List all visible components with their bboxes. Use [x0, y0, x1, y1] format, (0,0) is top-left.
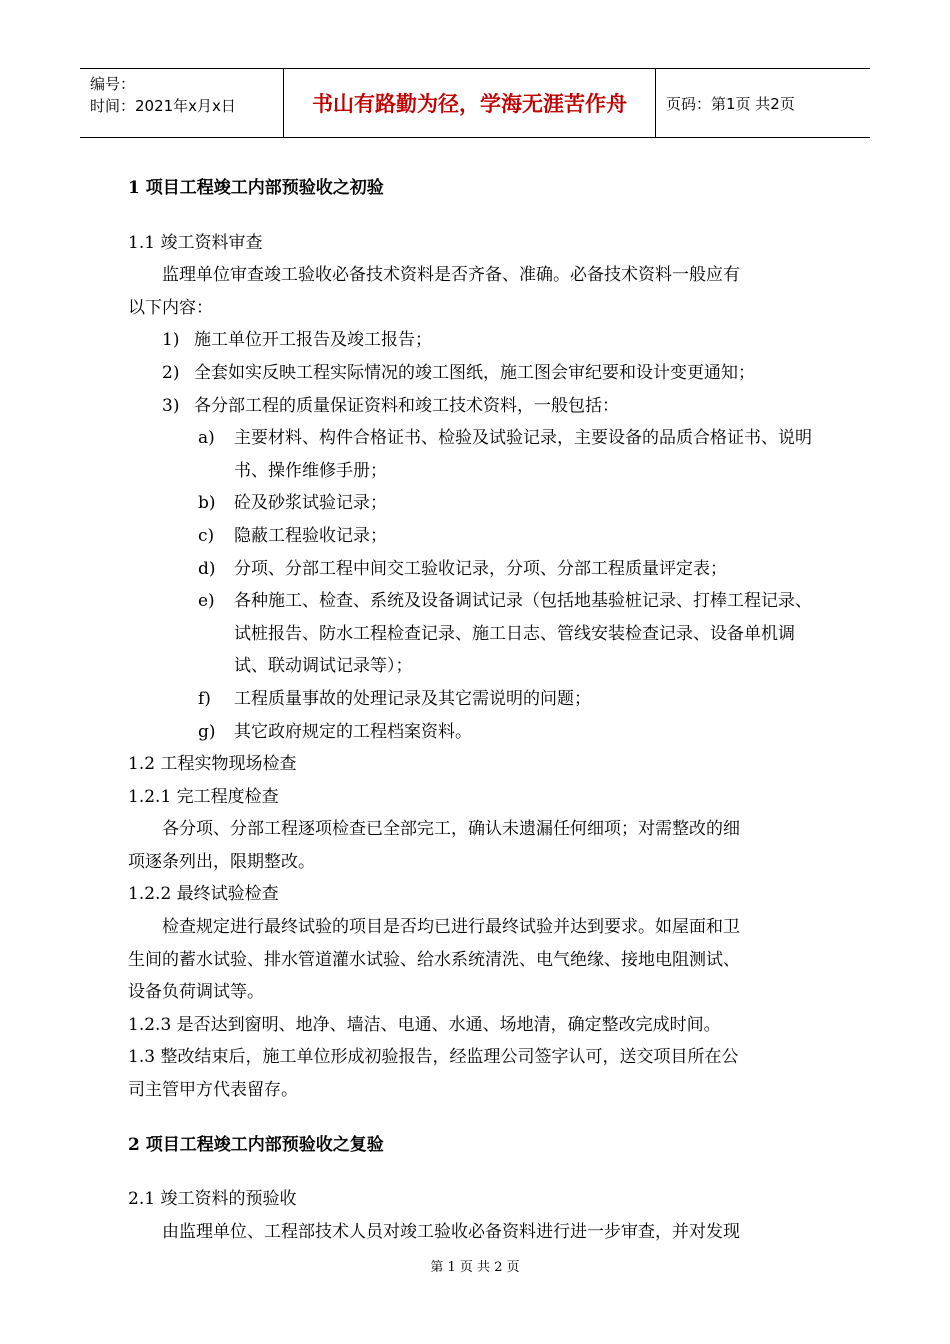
paragraph-1-line-1: 监理单位审查竣工验收必备技术资料是否齐备、准确。必备技术资料一般应有 [162, 265, 740, 286]
paragraph-3-line-3: 设备负荷调试等。 [128, 982, 264, 1003]
sub-item-c [128, 520, 828, 553]
item-label: 1) [162, 330, 180, 351]
item-text: 各分部工程的质量保证资料和竣工技术资料，一般包括： [194, 395, 619, 416]
section-2-1-heading: 2.1 竣工资料的预验收 [128, 1189, 297, 1210]
paragraph-2-line-1: 各分项、分部工程逐项检查已全部完工，确认未遗漏任何细项；对需整改的细 [162, 819, 740, 840]
date-label: 时间：2021年x月x日 [90, 97, 236, 115]
section-1-2-2-heading: 1.2.2 最终试验检查 [128, 884, 279, 905]
document-body [128, 172, 828, 1248]
header-page-info: 页码：第1页 共2页 [666, 94, 795, 113]
number-label: 编号： [90, 75, 136, 93]
sub-item-f [128, 683, 828, 716]
item-label: d) [198, 558, 216, 579]
section-1-title: 1 项目工程竣工内部预验收之初验 [128, 178, 384, 198]
item-text: 其它政府规定的工程档案资料。 [234, 721, 472, 742]
section-1-1-heading: 1.1 竣工资料审查 [128, 232, 263, 253]
item-text: 隐蔽工程验收记录； [234, 525, 387, 546]
item-label: a) [198, 428, 215, 449]
section-1-3-line-1: 1.3 整改结束后，施工单位形成初验报告，经监理公司签字认可，送交项目所在公 [128, 1047, 739, 1068]
numbered-item-1 [128, 324, 828, 357]
header-motto: 书山有路勤为径，学海无涯苦作舟 [284, 69, 656, 137]
paragraph-2-line-2: 项逐条列出，限期整改。 [128, 851, 315, 872]
item-text: 工程质量事故的处理记录及其它需说明的问题； [234, 688, 591, 709]
numbered-item-2 [128, 357, 828, 390]
item-text: 砼及砂浆试验记录； [234, 493, 387, 514]
paragraph-3-line-2: 生间的蓄水试验、排水管道灌水试验、给水系统清洗、电气绝缘、接地电阻测试、 [128, 949, 740, 970]
section-1-3-line-2: 司主管甲方代表留存。 [128, 1080, 298, 1101]
item-label: b) [198, 493, 216, 514]
item-label: e) [198, 591, 215, 612]
paragraph-1-line-2: 以下内容： [128, 297, 213, 318]
document-header [80, 68, 870, 138]
item-label: 3) [162, 395, 180, 416]
section-1-2-1-heading: 1.2.1 完工程度检查 [128, 786, 279, 807]
item-text: 主要材料、构件合格证书、检验及试验记录，主要设备的品质合格证书、说明书、操作维修手册； [234, 428, 812, 481]
paragraph-3-line-1: 检查规定进行最终试验的项目是否均已进行最终试验并达到要求。如屋面和卫 [162, 917, 740, 938]
item-text: 全套如实反映工程实际情况的竣工图纸，施工图会审纪要和设计变更通知； [194, 362, 755, 383]
section-2-title: 2 项目工程竣工内部预验收之复验 [128, 1134, 384, 1155]
section-1-2-3-text: 1.2.3 是否达到窗明、地净、墙洁、电通、水通、场地清，确定整改完成时间。 [128, 1014, 721, 1035]
page-footer: 第 1 页 共 2 页 [430, 1260, 520, 1275]
item-label: c) [198, 525, 215, 546]
paragraph-4-line-1: 由监理单位、工程部技术人员对竣工验收必备资料进行进一步审查，并对发现 [162, 1221, 740, 1242]
item-text: 分项、分部工程中间交工验收记录，分项、分部工程质量评定表； [234, 558, 727, 579]
item-text: 施工单位开工报告及竣工报告； [194, 330, 432, 351]
sub-item-e [128, 585, 828, 683]
sub-item-b [128, 487, 828, 520]
sub-item-d [128, 553, 828, 586]
item-label: f) [198, 688, 211, 709]
numbered-item-3 [128, 390, 828, 423]
item-label: 2) [162, 362, 180, 383]
item-text: 各种施工、检查、系统及设备调试记录（包括地基验桩记录、打棒工程记录、试桩报告、防水工程检查记录、施工日志、管线安装检查记录、设备单机调试、联动调试记录等）； [234, 591, 812, 677]
sub-item-a [128, 422, 828, 487]
section-1-2-heading: 1.2 工程实物现场检查 [128, 754, 297, 775]
item-label: g) [198, 721, 216, 742]
header-meta [80, 69, 284, 137]
sub-item-g [128, 716, 828, 749]
